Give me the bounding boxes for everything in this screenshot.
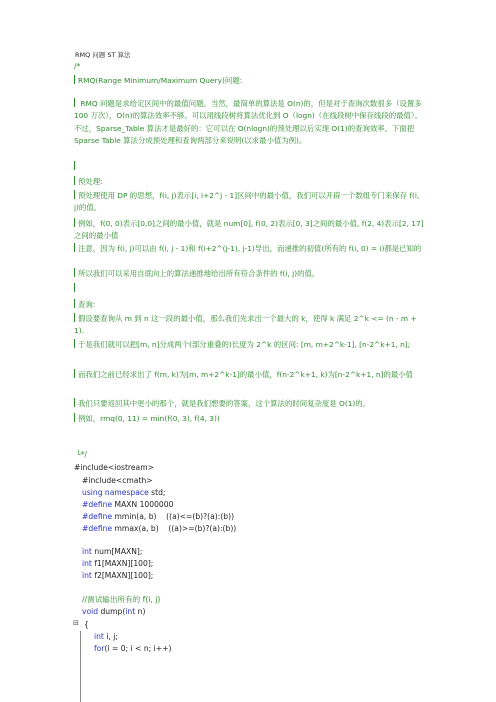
comment-line — [74, 190, 426, 215]
comment-line — [74, 313, 426, 338]
int-f2-rest: f2[MAXN][100]; — [91, 571, 154, 580]
comment-line — [74, 369, 426, 381]
document-title: RMQ 问题 ST 算法 — [75, 51, 131, 59]
gutter-bar — [74, 190, 75, 199]
define-mmin-rest: mmin(a, b) ((a)<=(b)?(a):(b)) — [112, 512, 235, 521]
int-keyword: int — [82, 559, 92, 568]
comment-line — [74, 268, 426, 280]
gutter-bar — [74, 75, 75, 84]
using-rest: std; — [148, 488, 166, 497]
comment-line — [74, 98, 426, 147]
comment-line-text: 而我们之前已经求出了 f(m, k)为[m, m+2^k-1]的最小值，f(n-2^k+1, k)为[n-2^k+1, n]的最小值 — [78, 370, 414, 379]
comment-line — [74, 413, 426, 425]
comment-line — [74, 161, 426, 173]
void-dump-line — [82, 606, 145, 618]
comment-line — [74, 299, 426, 311]
include-cmath: #include<cmath> — [82, 476, 153, 485]
dump-rest: n) — [135, 607, 146, 616]
gutter-bar — [74, 369, 75, 378]
comment-close: └*/ — [76, 450, 87, 459]
define-mmax-rest: mmax(a, b) ((a)>=(b)?(a):(b)) — [112, 524, 237, 533]
gutter-bar — [74, 313, 75, 322]
comment-line-text: RMQ(Range Minimum/Maximum Query)问题: — [78, 76, 243, 85]
comment-line-text: 假设要查询从 m 到 n 这一段的最小值，那么我们先求出一个最大的 k，使得 k 满足 2^k <= (n - m + 1). — [74, 314, 417, 336]
int-keyword: int — [82, 571, 92, 580]
int-num-rest: num[MAXN]; — [91, 547, 143, 556]
gutter-bar — [74, 283, 75, 292]
fold-minus-icon[interactable]: ⊟ — [73, 619, 79, 627]
comment-line-text: 于是我们就可以把[m, n]分成两个(部分重叠的)长度为 2^k 的区间: [m, m+2^k-1], [n-2^k+1, n]; — [78, 340, 411, 349]
include-iostream: #include<iostream> — [74, 463, 154, 472]
define-mmax-line — [82, 523, 236, 535]
fold-gutter-line — [80, 631, 81, 702]
comment-line — [74, 75, 426, 87]
gutter-bar — [74, 98, 75, 107]
for-rest: (i = 0; i < n; i++) — [104, 644, 172, 653]
int-keyword: int — [125, 607, 136, 616]
gutter-bar — [74, 268, 75, 277]
define-keyword: #define — [82, 500, 113, 509]
define-keyword: #define — [82, 524, 113, 533]
gutter-bar — [74, 299, 75, 308]
for-line — [94, 643, 171, 655]
gutter-bar — [74, 413, 75, 422]
void-keyword: void — [82, 607, 99, 616]
decl-rest: i, j; — [103, 632, 118, 641]
comment-line-text: 例如，f(0, 0)表示[0,0]之间的最小值，就是 num[0], f(0, 2)表示[0, 3]之间的最小值, f(2, 4)表示[2, 17]之间的最小值 — [74, 219, 424, 241]
for-keyword: for — [94, 644, 105, 653]
int-f1-line — [82, 558, 153, 570]
gutter-bar — [74, 339, 75, 348]
test-comment: //测试输出所有的 f(i, j) — [82, 595, 161, 604]
using-namespace-line — [82, 487, 165, 499]
int-keyword: int — [82, 547, 92, 556]
define-mmin-line — [82, 511, 234, 523]
decl-line — [94, 631, 118, 643]
comment-line-text: 查询: — [78, 300, 96, 309]
comment-line — [74, 243, 426, 255]
define-keyword: #define — [82, 512, 113, 521]
define-maxn-line — [82, 499, 173, 511]
comment-line-text: 预处理: — [78, 177, 103, 186]
comment-close-text: */ — [80, 450, 87, 459]
int-f1-rest: f1[MAXN][100]; — [91, 559, 154, 568]
comment-line-text: 我们只要返回其中更小的那个，就是我们想要的答案，这个算法的时间复杂度是 O(1)的。 — [78, 399, 371, 408]
comment-line-text: 预处理使用 DP 的思想，f(i, j)表示[i, i+2^j - 1]区间中的最小值，我们可以开辟一个数组专门来保存 f(i, j)的值。 — [74, 191, 420, 213]
comment-line-text: RMQ 问题是求给定区间中的最值问题。当然，最简单的算法是 O(n)的，但是对于查询次数很多（设置多 100 万次），O(n)的算法效率不够。可以用线段树将算法优化到 O（logn)（在线段树中保存线段的最值）。不过，Sparse_Table 算法才是最好的：它可以在 O(nlogn)的预处理以后实现 O(1)的查询效率。下面把 Sparse Table 算法分成预处理和查询两部分来说明(以求最小值为例)。 — [74, 99, 422, 145]
comment-line-text: 所以我们可以采用自底向上的算法递推地给出所有符合条件的 f(i, j)的值。 — [78, 269, 320, 278]
comment-line-text: 例如，rmq(0, 11) = min(f(0, 3), f(4, 3)) — [78, 414, 220, 423]
gutter-bar — [74, 243, 75, 252]
comment-line — [74, 283, 426, 295]
define-maxn-rest: MAXN 1000000 — [112, 500, 174, 509]
gutter-bar — [74, 161, 75, 170]
int-num-line — [82, 546, 142, 558]
gutter-bar — [74, 398, 75, 407]
using-keyword: using namespace — [82, 488, 149, 497]
comment-line — [74, 339, 426, 351]
dump-name: dump( — [98, 607, 126, 616]
comment-line — [74, 218, 426, 243]
comment-line-text: 注意，因为 f(i, j)可以由 f(i, j - 1)和 f(i+2^(j-1), j-1)导出，而递推的初值(所有的 f(i, 0) = i)都是已知的 — [78, 244, 422, 253]
comment-open: /* — [74, 62, 81, 71]
gutter-bar — [74, 218, 75, 227]
int-keyword: int — [94, 632, 104, 641]
gutter-bar — [74, 176, 75, 185]
comment-line — [74, 398, 426, 410]
open-brace: { — [84, 620, 89, 629]
comment-line — [74, 176, 426, 188]
int-f2-line — [82, 570, 153, 582]
